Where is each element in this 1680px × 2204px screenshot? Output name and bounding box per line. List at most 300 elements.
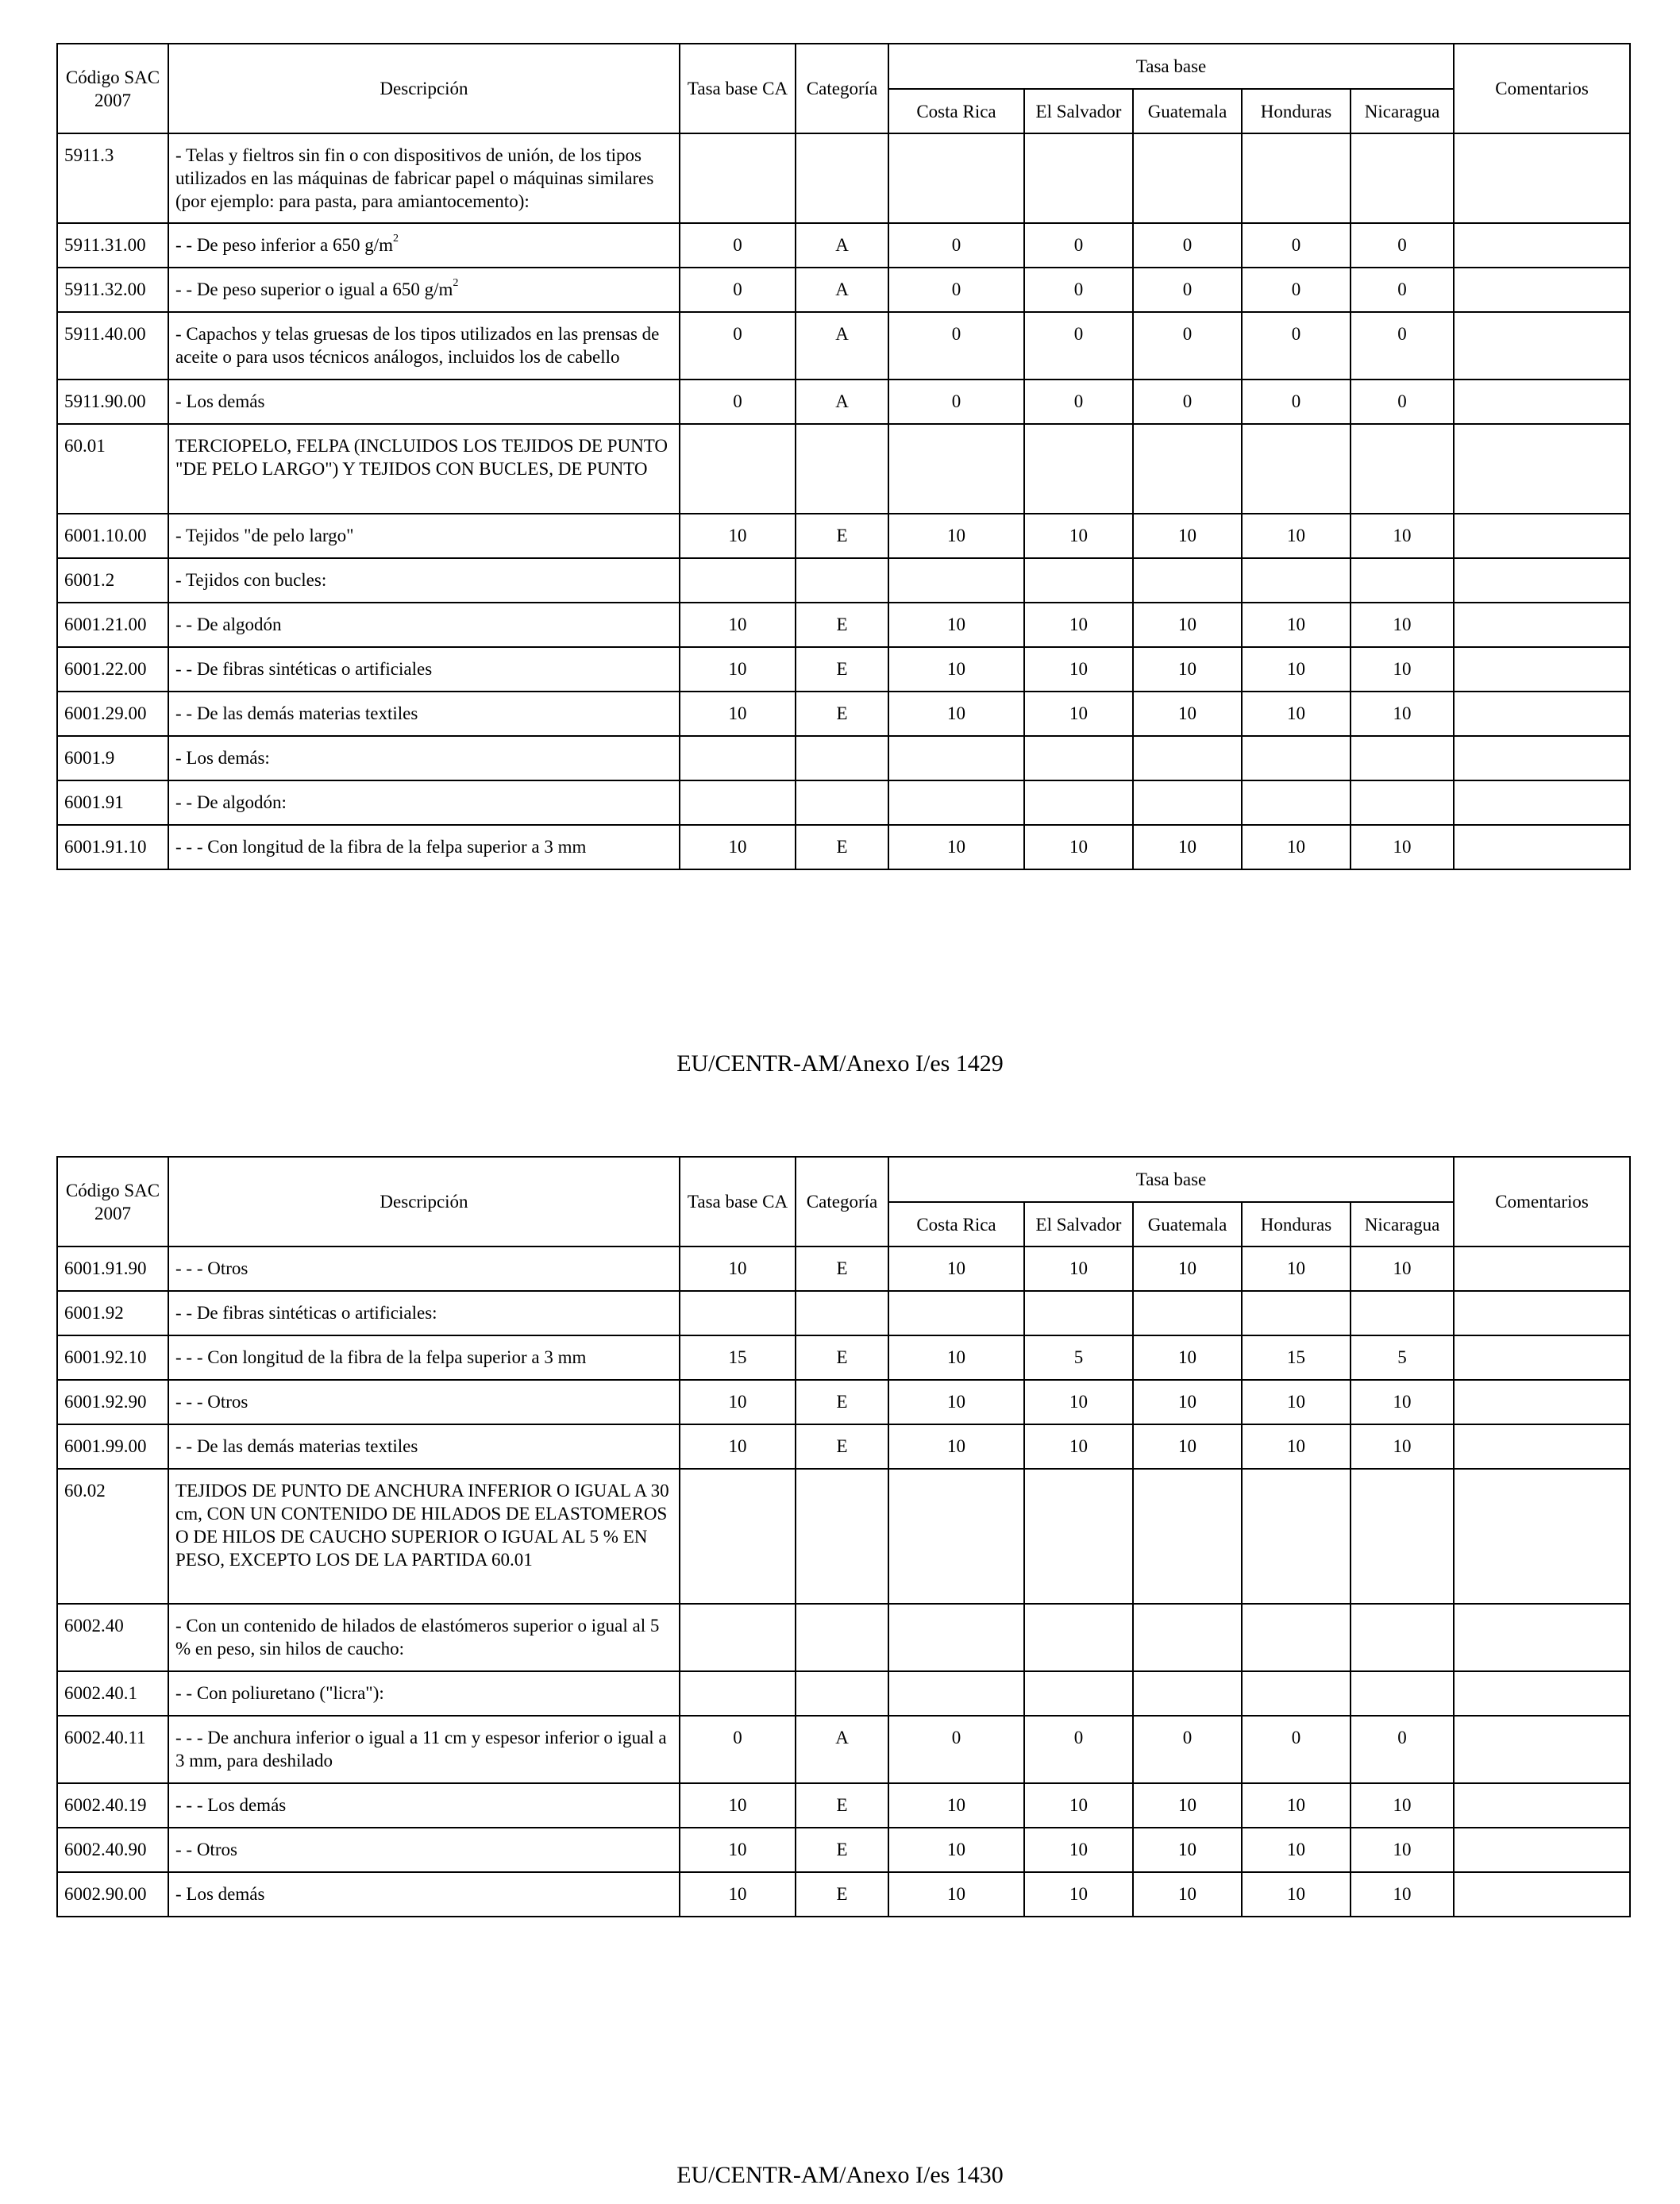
- category-cell: E: [796, 692, 888, 736]
- el-salvador-cell: 10: [1024, 603, 1133, 647]
- honduras-cell: 10: [1242, 1828, 1351, 1872]
- base-rate-ca-cell: 10: [680, 1872, 796, 1917]
- el-salvador-cell: [1024, 424, 1133, 514]
- nicaragua-cell: [1351, 1469, 1454, 1604]
- category-cell: [796, 558, 888, 603]
- code-cell: 6001.10.00: [57, 514, 168, 558]
- superscript: 2: [393, 233, 399, 245]
- code-cell: 6001.9: [57, 736, 168, 780]
- costa-rica-cell: [888, 133, 1024, 223]
- honduras-cell: [1242, 736, 1351, 780]
- category-cell: [796, 1671, 888, 1716]
- honduras-cell: 10: [1242, 647, 1351, 692]
- comments-cell: [1454, 1380, 1630, 1424]
- el-salvador-cell: 10: [1024, 1246, 1133, 1291]
- table-row: [57, 1335, 1630, 1380]
- category-cell: [796, 780, 888, 825]
- description-cell: - Con un contenido de hilados de elastómeros superior o igual al 5 % en peso, sin hilos de caucho:: [168, 1604, 680, 1671]
- description-cell: - - De algodón:: [168, 780, 680, 825]
- category-cell: A: [796, 223, 888, 268]
- guatemala-cell: 10: [1133, 825, 1242, 869]
- code-cell: 60.02: [57, 1469, 168, 1604]
- comments-cell: [1454, 133, 1630, 223]
- comments-cell: [1454, 1469, 1630, 1604]
- code-cell: 5911.3: [57, 133, 168, 223]
- description-cell: - Los demás:: [168, 736, 680, 780]
- header-el-salvador: El Salvador: [1024, 1202, 1133, 1246]
- el-salvador-cell: 10: [1024, 514, 1133, 558]
- base-rate-ca-cell: 10: [680, 647, 796, 692]
- description-cell: - - De fibras sintéticas o artificiales: [168, 647, 680, 692]
- comments-cell: [1454, 603, 1630, 647]
- table-row: [57, 1604, 1630, 1671]
- costa-rica-cell: 0: [888, 1716, 1024, 1783]
- costa-rica-cell: 0: [888, 312, 1024, 380]
- comments-cell: [1454, 312, 1630, 380]
- table-row: [57, 1828, 1630, 1872]
- category-cell: E: [796, 1246, 888, 1291]
- category-cell: E: [796, 1872, 888, 1917]
- honduras-cell: 0: [1242, 223, 1351, 268]
- table-row: [57, 312, 1630, 380]
- header-guatemala: Guatemala: [1133, 1202, 1242, 1246]
- el-salvador-cell: 10: [1024, 692, 1133, 736]
- el-salvador-cell: [1024, 558, 1133, 603]
- code-cell: 60.01: [57, 424, 168, 514]
- el-salvador-cell: 5: [1024, 1335, 1133, 1380]
- code-cell: 6001.92.90: [57, 1380, 168, 1424]
- honduras-cell: 10: [1242, 1872, 1351, 1917]
- nicaragua-cell: 10: [1351, 1246, 1454, 1291]
- category-cell: E: [796, 825, 888, 869]
- code-cell: 6001.92: [57, 1291, 168, 1335]
- honduras-cell: 0: [1242, 380, 1351, 424]
- base-rate-ca-cell: 0: [680, 268, 796, 312]
- page-footer: EU/CENTR-AM/Anexo I/es 1430: [676, 2162, 1004, 2188]
- honduras-cell: [1242, 133, 1351, 223]
- comments-cell: [1454, 1783, 1630, 1828]
- description-cell: - - De algodón: [168, 603, 680, 647]
- base-rate-ca-cell: 10: [680, 603, 796, 647]
- comments-cell: [1454, 1246, 1630, 1291]
- description-cell: - - Otros: [168, 1828, 680, 1872]
- base-rate-ca-cell: [680, 1469, 796, 1604]
- table-row: [57, 1424, 1630, 1469]
- category-cell: E: [796, 514, 888, 558]
- el-salvador-cell: [1024, 780, 1133, 825]
- code-cell: 6001.92.10: [57, 1335, 168, 1380]
- base-rate-ca-cell: [680, 1291, 796, 1335]
- base-rate-ca-cell: 10: [680, 825, 796, 869]
- nicaragua-cell: 0: [1351, 312, 1454, 380]
- costa-rica-cell: 10: [888, 1424, 1024, 1469]
- costa-rica-cell: 10: [888, 825, 1024, 869]
- costa-rica-cell: [888, 558, 1024, 603]
- guatemala-cell: 10: [1133, 1783, 1242, 1828]
- header-nicaragua: Nicaragua: [1351, 89, 1454, 133]
- guatemala-cell: 10: [1133, 1380, 1242, 1424]
- code-cell: 6001.2: [57, 558, 168, 603]
- comments-cell: [1454, 268, 1630, 312]
- table-row: [57, 223, 1630, 268]
- base-rate-ca-cell: [680, 780, 796, 825]
- base-rate-ca-cell: 10: [680, 1246, 796, 1291]
- table-row: [57, 268, 1630, 312]
- code-cell: 6001.91.90: [57, 1246, 168, 1291]
- honduras-cell: 10: [1242, 825, 1351, 869]
- guatemala-cell: 0: [1133, 268, 1242, 312]
- costa-rica-cell: 0: [888, 223, 1024, 268]
- table-row: [57, 1291, 1630, 1335]
- comments-cell: [1454, 424, 1630, 514]
- comments-cell: [1454, 647, 1630, 692]
- guatemala-cell: 0: [1133, 312, 1242, 380]
- header-category: Categoría: [796, 1157, 888, 1246]
- description-cell: - Los demás: [168, 380, 680, 424]
- guatemala-cell: 10: [1133, 1246, 1242, 1291]
- table-row: [57, 1872, 1630, 1917]
- table-row: [57, 1469, 1630, 1604]
- code-cell: 6002.40.11: [57, 1716, 168, 1783]
- superscript: 2: [453, 277, 459, 289]
- description-cell: - - De peso inferior a 650 $g/m^2$: [168, 223, 680, 268]
- table-body: [57, 1246, 1630, 1917]
- base-rate-ca-cell: 10: [680, 1424, 796, 1469]
- base-rate-ca-cell: 0: [680, 380, 796, 424]
- honduras-cell: [1242, 1291, 1351, 1335]
- costa-rica-cell: [888, 780, 1024, 825]
- header-description: Descripción: [168, 44, 680, 133]
- costa-rica-cell: [888, 736, 1024, 780]
- code-cell: 6001.21.00: [57, 603, 168, 647]
- costa-rica-cell: [888, 424, 1024, 514]
- base-rate-ca-cell: [680, 558, 796, 603]
- nicaragua-cell: [1351, 736, 1454, 780]
- nicaragua-cell: 0: [1351, 268, 1454, 312]
- code-cell: 6001.22.00: [57, 647, 168, 692]
- header-honduras: Honduras: [1242, 1202, 1351, 1246]
- honduras-cell: 10: [1242, 1783, 1351, 1828]
- category-cell: A: [796, 1716, 888, 1783]
- category-cell: [796, 736, 888, 780]
- el-salvador-cell: 10: [1024, 1783, 1133, 1828]
- header-category: Categoría: [796, 44, 888, 133]
- guatemala-cell: 10: [1133, 1424, 1242, 1469]
- nicaragua-cell: 0: [1351, 1716, 1454, 1783]
- costa-rica-cell: 10: [888, 603, 1024, 647]
- el-salvador-cell: [1024, 1671, 1133, 1716]
- costa-rica-cell: [888, 1671, 1024, 1716]
- el-salvador-cell: 10: [1024, 1380, 1133, 1424]
- honduras-cell: 0: [1242, 1716, 1351, 1783]
- header-comments: Comentarios: [1454, 1157, 1630, 1246]
- el-salvador-cell: 0: [1024, 268, 1133, 312]
- description-cell: - Los demás: [168, 1872, 680, 1917]
- guatemala-cell: 10: [1133, 647, 1242, 692]
- honduras-cell: 15: [1242, 1335, 1351, 1380]
- base-rate-ca-cell: [680, 424, 796, 514]
- header-guatemala: Guatemala: [1133, 89, 1242, 133]
- table-row: [57, 825, 1630, 869]
- el-salvador-cell: 0: [1024, 223, 1133, 268]
- nicaragua-cell: 0: [1351, 223, 1454, 268]
- description-cell: - - Con poliuretano ("licra"):: [168, 1671, 680, 1716]
- header-costa-rica: Costa Rica: [888, 89, 1024, 133]
- description-cell: - - De las demás materias textiles: [168, 1424, 680, 1469]
- description-cell: - Telas y fieltros sin fin o con dispositivos de unión, de los tipos utilizados en las máquinas de fabricar papel o máquinas similares (por ejemplo: para pasta, para amiantocemento):: [168, 133, 680, 223]
- code-cell: 6001.99.00: [57, 1424, 168, 1469]
- description-cell: - Tejidos con bucles:: [168, 558, 680, 603]
- guatemala-cell: [1133, 780, 1242, 825]
- honduras-cell: 0: [1242, 312, 1351, 380]
- honduras-cell: 10: [1242, 1380, 1351, 1424]
- comments-cell: [1454, 380, 1630, 424]
- guatemala-cell: [1133, 736, 1242, 780]
- comments-cell: [1454, 558, 1630, 603]
- description-cell: - - De peso superior o igual a 650 $g/m^2$: [168, 268, 680, 312]
- guatemala-cell: [1133, 558, 1242, 603]
- honduras-cell: [1242, 1604, 1351, 1671]
- code-cell: 6002.40.1: [57, 1671, 168, 1716]
- base-rate-ca-cell: [680, 1604, 796, 1671]
- comments-cell: [1454, 1716, 1630, 1783]
- nicaragua-cell: [1351, 1671, 1454, 1716]
- costa-rica-cell: 10: [888, 1246, 1024, 1291]
- table-row: [57, 647, 1630, 692]
- header-comments: Comentarios: [1454, 44, 1630, 133]
- guatemala-cell: [1133, 1604, 1242, 1671]
- honduras-cell: 10: [1242, 603, 1351, 647]
- code-cell: 6001.91: [57, 780, 168, 825]
- base-rate-ca-cell: 0: [680, 1716, 796, 1783]
- el-salvador-cell: [1024, 133, 1133, 223]
- nicaragua-cell: 0: [1351, 380, 1454, 424]
- honduras-cell: [1242, 780, 1351, 825]
- table-row: [57, 780, 1630, 825]
- guatemala-cell: 10: [1133, 1828, 1242, 1872]
- guatemala-cell: 0: [1133, 380, 1242, 424]
- header-code: Código SAC 2007: [57, 1157, 168, 1246]
- costa-rica-cell: 10: [888, 647, 1024, 692]
- comments-cell: [1454, 692, 1630, 736]
- description-cell: - - - De anchura inferior o igual a 11 cm y espesor inferior o igual a 3 mm, para deshilado: [168, 1716, 680, 1783]
- base-rate-ca-cell: 10: [680, 1828, 796, 1872]
- table-row: [57, 1380, 1630, 1424]
- category-cell: [796, 424, 888, 514]
- guatemala-cell: 0: [1133, 223, 1242, 268]
- costa-rica-cell: 10: [888, 514, 1024, 558]
- el-salvador-cell: 10: [1024, 1872, 1133, 1917]
- header-base-rate: Tasa base: [888, 1157, 1454, 1202]
- base-rate-ca-cell: 15: [680, 1335, 796, 1380]
- base-rate-ca-cell: [680, 1671, 796, 1716]
- comments-cell: [1454, 514, 1630, 558]
- honduras-cell: 10: [1242, 692, 1351, 736]
- nicaragua-cell: 5: [1351, 1335, 1454, 1380]
- guatemala-cell: 10: [1133, 1872, 1242, 1917]
- table-row: [57, 1716, 1630, 1783]
- code-cell: 5911.31.00: [57, 223, 168, 268]
- el-salvador-cell: [1024, 1469, 1133, 1604]
- nicaragua-cell: 10: [1351, 825, 1454, 869]
- description-cell: - - - Otros: [168, 1380, 680, 1424]
- honduras-cell: [1242, 1469, 1351, 1604]
- nicaragua-cell: [1351, 424, 1454, 514]
- guatemala-cell: [1133, 1291, 1242, 1335]
- description-cell: - - De fibras sintéticas o artificiales:: [168, 1291, 680, 1335]
- nicaragua-cell: 10: [1351, 603, 1454, 647]
- costa-rica-cell: 10: [888, 1783, 1024, 1828]
- guatemala-cell: 10: [1133, 692, 1242, 736]
- el-salvador-cell: 0: [1024, 1716, 1133, 1783]
- comments-cell: [1454, 825, 1630, 869]
- el-salvador-cell: 10: [1024, 1424, 1133, 1469]
- base-rate-ca-cell: 0: [680, 312, 796, 380]
- header-costa-rica: Costa Rica: [888, 1202, 1024, 1246]
- nicaragua-cell: [1351, 1291, 1454, 1335]
- costa-rica-cell: 0: [888, 268, 1024, 312]
- code-cell: 6002.40.90: [57, 1828, 168, 1872]
- el-salvador-cell: 10: [1024, 647, 1133, 692]
- base-rate-ca-cell: 10: [680, 692, 796, 736]
- guatemala-cell: [1133, 1671, 1242, 1716]
- base-rate-ca-cell: 10: [680, 514, 796, 558]
- comments-cell: [1454, 736, 1630, 780]
- honduras-cell: 0: [1242, 268, 1351, 312]
- honduras-cell: [1242, 1671, 1351, 1716]
- el-salvador-cell: 0: [1024, 312, 1133, 380]
- code-cell: 6001.91.10: [57, 825, 168, 869]
- costa-rica-cell: [888, 1291, 1024, 1335]
- comments-cell: [1454, 223, 1630, 268]
- table-row: [57, 1783, 1630, 1828]
- comments-cell: [1454, 1335, 1630, 1380]
- costa-rica-cell: 10: [888, 1828, 1024, 1872]
- table-row: [57, 558, 1630, 603]
- table-row: [57, 1671, 1630, 1716]
- category-cell: [796, 1604, 888, 1671]
- costa-rica-cell: [888, 1469, 1024, 1604]
- page-footer: EU/CENTR-AM/Anexo I/es 1429: [676, 1050, 1004, 1077]
- header-nicaragua: Nicaragua: [1351, 1202, 1454, 1246]
- header-base-rate-ca: Tasa base CA: [680, 1157, 796, 1246]
- category-cell: E: [796, 603, 888, 647]
- category-cell: E: [796, 1424, 888, 1469]
- el-salvador-cell: [1024, 1604, 1133, 1671]
- costa-rica-cell: 10: [888, 692, 1024, 736]
- honduras-cell: [1242, 558, 1351, 603]
- nicaragua-cell: 10: [1351, 1872, 1454, 1917]
- code-cell: 5911.90.00: [57, 380, 168, 424]
- code-cell: 6002.90.00: [57, 1872, 168, 1917]
- nicaragua-cell: 10: [1351, 692, 1454, 736]
- el-salvador-cell: 10: [1024, 825, 1133, 869]
- header-code: Código SAC 2007: [57, 44, 168, 133]
- table-row: [57, 736, 1630, 780]
- header-el-salvador: El Salvador: [1024, 89, 1133, 133]
- category-cell: [796, 1469, 888, 1604]
- category-cell: A: [796, 312, 888, 380]
- code-cell: 6001.29.00: [57, 692, 168, 736]
- table-row: [57, 424, 1630, 514]
- table-row: [57, 692, 1630, 736]
- tariff-table-page-1429: [56, 43, 1631, 870]
- category-cell: E: [796, 1783, 888, 1828]
- nicaragua-cell: 10: [1351, 514, 1454, 558]
- header-honduras: Honduras: [1242, 89, 1351, 133]
- comments-cell: [1454, 1604, 1630, 1671]
- description-cell: - - - Otros: [168, 1246, 680, 1291]
- table-row: [57, 133, 1630, 223]
- nicaragua-cell: [1351, 558, 1454, 603]
- description-cell: - - De las demás materias textiles: [168, 692, 680, 736]
- guatemala-cell: 0: [1133, 1716, 1242, 1783]
- category-cell: E: [796, 647, 888, 692]
- nicaragua-cell: 10: [1351, 1380, 1454, 1424]
- honduras-cell: 10: [1242, 1246, 1351, 1291]
- header-base-rate: Tasa base: [888, 44, 1454, 89]
- code-cell: 6002.40: [57, 1604, 168, 1671]
- category-cell: A: [796, 380, 888, 424]
- header-description: Descripción: [168, 1157, 680, 1246]
- description-cell: TEJIDOS DE PUNTO DE ANCHURA INFERIOR O IGUAL A 30 cm, CON UN CONTENIDO DE HILADOS DE ELASTOMEROS O DE HILOS DE CAUCHO SUPERIOR O IGUAL AL 5 % EN PESO, EXCEPTO LOS DE LA PARTIDA 60.01: [168, 1469, 680, 1604]
- guatemala-cell: [1133, 424, 1242, 514]
- guatemala-cell: [1133, 1469, 1242, 1604]
- honduras-cell: 10: [1242, 514, 1351, 558]
- comments-cell: [1454, 1671, 1630, 1716]
- honduras-cell: 10: [1242, 1424, 1351, 1469]
- table-row: [57, 380, 1630, 424]
- description-cell: - - - Con longitud de la fibra de la felpa superior a 3 mm: [168, 1335, 680, 1380]
- comments-cell: [1454, 1872, 1630, 1917]
- base-rate-ca-cell: 10: [680, 1783, 796, 1828]
- category-cell: [796, 1291, 888, 1335]
- nicaragua-cell: [1351, 133, 1454, 223]
- comments-cell: [1454, 1828, 1630, 1872]
- el-salvador-cell: [1024, 736, 1133, 780]
- category-cell: E: [796, 1335, 888, 1380]
- comments-cell: [1454, 1424, 1630, 1469]
- description-cell: - Capachos y telas gruesas de los tipos utilizados en las prensas de aceite o para usos técnicos análogos, incluidos los de cabello: [168, 312, 680, 380]
- guatemala-cell: 10: [1133, 1335, 1242, 1380]
- nicaragua-cell: 10: [1351, 1424, 1454, 1469]
- table-header: [57, 44, 1630, 133]
- guatemala-cell: 10: [1133, 603, 1242, 647]
- table-row: [57, 1246, 1630, 1291]
- costa-rica-cell: 10: [888, 1872, 1024, 1917]
- table-row: [57, 603, 1630, 647]
- header-base-rate-ca: Tasa base CA: [680, 44, 796, 133]
- code-cell: 6002.40.19: [57, 1783, 168, 1828]
- tariff-table-page-1430: [56, 1156, 1631, 1917]
- costa-rica-cell: 10: [888, 1335, 1024, 1380]
- honduras-cell: [1242, 424, 1351, 514]
- nicaragua-cell: [1351, 1604, 1454, 1671]
- code-cell: 5911.32.00: [57, 268, 168, 312]
- table-row: [57, 514, 1630, 558]
- base-rate-ca-cell: [680, 736, 796, 780]
- costa-rica-cell: [888, 1604, 1024, 1671]
- table-body: [57, 133, 1630, 869]
- category-cell: [796, 133, 888, 223]
- nicaragua-cell: 10: [1351, 1828, 1454, 1872]
- nicaragua-cell: 10: [1351, 1783, 1454, 1828]
- description-cell: TERCIOPELO, FELPA (INCLUIDOS LOS TEJIDOS DE PUNTO "DE PELO LARGO") Y TEJIDOS CON BUCLES, DE PUNTO: [168, 424, 680, 514]
- costa-rica-cell: 0: [888, 380, 1024, 424]
- base-rate-ca-cell: [680, 133, 796, 223]
- guatemala-cell: 10: [1133, 514, 1242, 558]
- el-salvador-cell: [1024, 1291, 1133, 1335]
